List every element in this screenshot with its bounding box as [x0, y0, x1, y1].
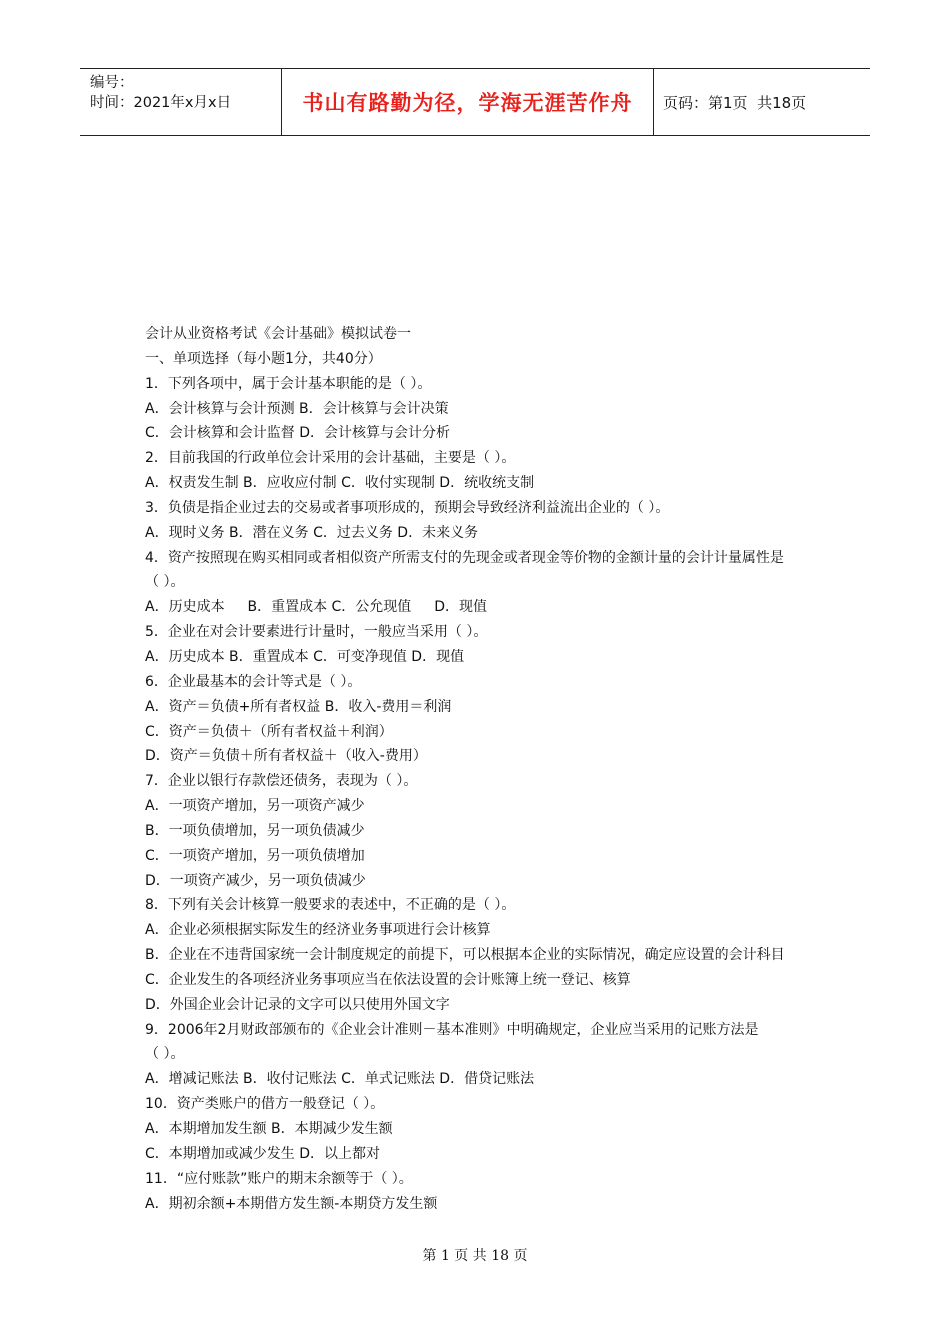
content-line: C．会计核算和会计监督 D．会计核算与会计分析 [145, 425, 451, 442]
content-line: A．企业必须根据实际发生的经济业务事项进行会计核算 [145, 922, 491, 939]
content-line: A．现时义务 B．潜在义务 C．过去义务 D．未来义务 [145, 524, 479, 541]
content-line: B．企业在不违背国家统一会计制度规定的前提下，可以根据本企业的实际情况，确定应设置的会计科目 [145, 947, 785, 964]
content-line: 8．下列有关会计核算一般要求的表述中，不正确的是（ ）。 [145, 897, 516, 914]
content-line: （ ）。 [145, 1046, 185, 1063]
content-line: B．一项负债增加，另一项负债减少 [145, 822, 365, 839]
document-number-label: 编号： [90, 75, 134, 91]
content-line: 1．下列各项中，属于会计基本职能的是（ ）。 [145, 375, 432, 392]
content-line: D．一项资产减少，另一项负债减少 [145, 872, 366, 889]
header-page-info: 页码：第1页 共18页 [663, 93, 807, 112]
content-line: A．期初余额+本期借方发生额-本期贷方发生额 [145, 1195, 438, 1212]
content-line: A．会计核算与会计预测 B．会计核算与会计决策 [145, 400, 449, 417]
content-line: D．外国企业会计记录的文字可以只使用外国文字 [145, 996, 450, 1013]
header-meta [80, 69, 282, 135]
content-line: （ ）。 [145, 574, 185, 591]
content-line: A．本期增加发生额 B．本期减少发生额 [145, 1121, 393, 1137]
content-line: A．增减记账法 B．收付记账法 C．单式记账法 D．借贷记账法 [145, 1071, 535, 1088]
content-line: C．企业发生的各项经济业务事项应当在依法设置的会计账簿上统一登记、核算 [145, 971, 631, 988]
document-header [80, 68, 870, 136]
header-motto-cell [282, 69, 654, 135]
content-line: 3．负债是指企业过去的交易或者事项形成的，预期会导致经济利益流出企业的（ ）。 [145, 499, 670, 516]
content-line: A．历史成本 B．重置成本 C．可变净现值 D．现值 [145, 648, 465, 665]
content-line: 9．2006年2月财政部颁布的《企业会计准则－基本准则》中明确规定，企业应当采用的记账方法是 [145, 1021, 759, 1038]
content-line: 10．资产类账户的借方一般登记（ ）。 [145, 1096, 385, 1113]
content-line: 4．资产按照现在购买相同或者相似资产所需支付的先现金或者现金等价物的金额计量的会计计量属性是 [145, 549, 784, 566]
content-line: 7．企业以银行存款偿还债务，表现为（ ）。 [145, 773, 418, 790]
content-line: C．一项资产增加，另一项负债增加 [145, 847, 365, 864]
page-footer: 第 1 页 共 18 页 [422, 1248, 528, 1264]
content-line: 2．目前我国的行政单位会计采用的会计基础，主要是（ ）。 [145, 450, 516, 467]
exam-title: 会计从业资格考试《会计基础》模拟试卷一 [145, 326, 411, 342]
content-line: A．一项资产增加，另一项资产减少 [145, 798, 365, 815]
content-line: A．权责发生制 B．应收应付制 C．收付实现制 D．统收统支制 [145, 475, 535, 492]
content-line: 6．企业最基本的会计等式是（ ）。 [145, 673, 362, 690]
section-heading: 一、单项选择（每小题1分，共40分） [145, 350, 382, 367]
header-motto: 书山有路勤为径，学海无涯苦作舟 [302, 91, 633, 115]
content-line: D．资产＝负债＋所有者权益＋（收入-费用） [145, 748, 427, 765]
exam-content [145, 322, 810, 1216]
document-time-label: 时间：2021年x月x日 [90, 95, 232, 111]
content-line: 11．“应付账款”账户的期末余额等于（ ）。 [145, 1170, 413, 1187]
content-line: C．本期增加或减少发生 D．以上都对 [145, 1145, 381, 1162]
content-line: C．资产＝负债＋（所有者权益＋利润） [145, 723, 393, 740]
content-line: A．资产＝负债+所有者权益 B．收入-费用＝利润 [145, 698, 452, 715]
content-line: 5．企业在对会计要素进行计量时，一般应当采用（ ）。 [145, 624, 488, 641]
content-line: A．历史成本 B．重置成本 C．公允现值 D．现值 [145, 599, 487, 616]
